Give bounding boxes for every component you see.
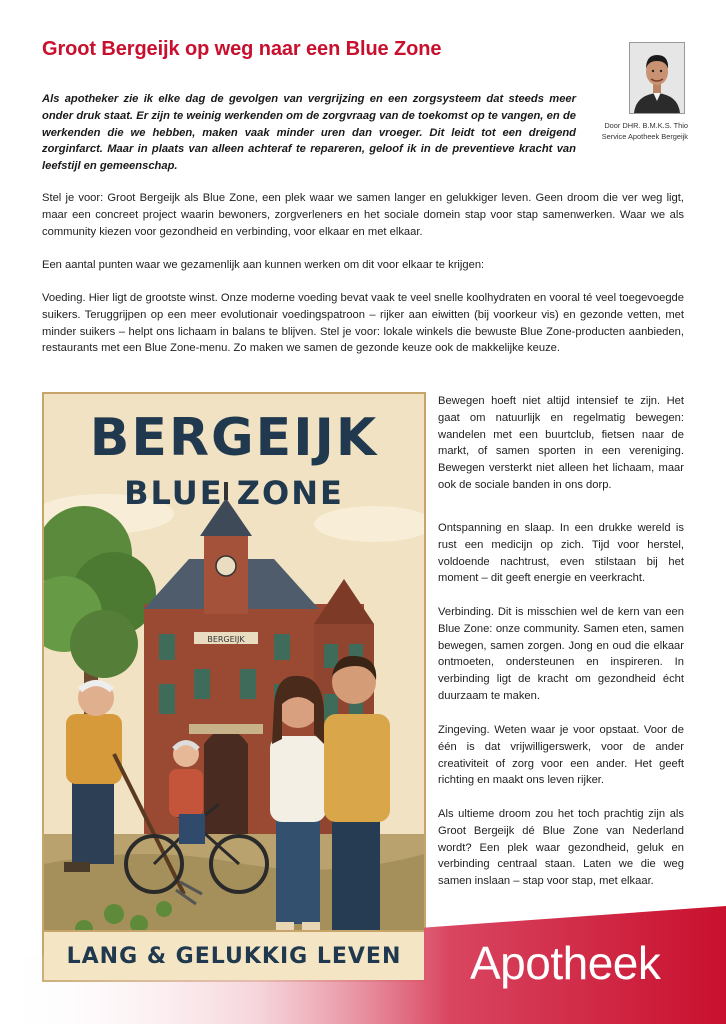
author-name: Door DHR. B.M.K.S. Thio [604, 121, 688, 130]
young-woman-illustration [270, 676, 326, 932]
body-paragraph-voeding: Voeding. Hier ligt de grootste winst. Onze moderne voeding bevat vaak te veel snelle koolhydraten en vooral té veel toegevoegde suikers. Teruggrijpen op een meer evolutionair voedingspatroon – rijker aan eiwitten (bij voorkeur vis) en gezonde vetten, met minder suikers – helpt ons lichaam in balans te blijven. Stel je voor: lokale winkels die bewuste Blue Zone-producten aanbieden, restaurants met een Blue Zone-menu. Zo maken we samen de gezonde keuze ook de makkelijke keuze. [42, 292, 684, 355]
column-paragraph-bewegen: Bewegen hoeft niet altijd intensief te zijn. Het gaat om natuurlijk en regelmatig bewegen: wandelen met een buurtclub, fietsen naar de markt, of samen sporten in een vereniging. Bewegen versterkt niet alleen het lichaam, maar ook de sociale banden in ons dorp. [438, 395, 684, 491]
column-paragraph-droom: Als ultieme droom zou het toch prachtig zijn als Groot Bergeijk dé Blue Zone van Nederland wordt? Een plek waar gezondheid, geluk en verbinding centraal staan. Laten we die weg samen inslaan – stap voor stap, met elkaar. [438, 808, 684, 888]
poster-tagline: LANG & GELUKKIG LEVEN [44, 930, 424, 980]
poster-title-blue-zone: BLUE ZONE [124, 474, 344, 512]
apotheek-logo-text: Apotheek [470, 937, 661, 989]
author-photo [629, 42, 685, 114]
body-paragraph-1: Stel je voor: Groot Bergeijk als Blue Zone, een plek waar we samen langer en gelukkiger leven. Geen droom die ver weg ligt, maar een concreet project waarin bewoners, zorgverleners en het sociale domein stap voor stap samenwerken. Waar we als community kiezen voor gezondheid en verbinding, voor elkaar en met elkaar. [42, 192, 684, 238]
intro-paragraph: Als apotheker zie ik elke dag de gevolgen van vergrijzing en een zorgsysteem dat steeds meer onder druk staat. Er zijn te weinig werkenden om de zorgvraag van de toekomst op te vangen, en de werkenden die we hebben, maken vaak minder uren dan vroeger. Dit leidt tot een dreigend zorginfarct. Maar in plaats van alleen achteraf te repareren, geloof ik in de preventieve kracht van leefstijl en gemeenschap. [42, 93, 576, 173]
column-paragraph-ontspanning: Ontspanning en slaap. In een drukke wereld is rust een medicijn op zich. Tijd voor herstel, voldoende nachtrust, even stilstaan bij het moment – dit geeft energie en veerkracht. [438, 522, 684, 585]
blue-zone-poster [42, 392, 426, 982]
article-title: Groot Bergeijk op weg naar een Blue Zone [42, 38, 442, 60]
column-paragraph-verbinding: Verbinding. Dit is misschien wel de kern van een Blue Zone: onze community. Samen eten, samen bewegen, samen zorgen. Jong en oud die elkaar ontmoeten, ondersteunen en inspireren. In verbinding ligt de kracht om gezondheid écht duurzaam te maken. [438, 606, 684, 702]
author-portrait-image [630, 43, 684, 113]
poster-title-bergeijk: BERGEIJK [89, 408, 379, 468]
author-affiliation: Service Apotheek Bergeijk [601, 132, 688, 141]
column-paragraph-zingeving: Zingeving. Weten waar je voor opstaat. Voor de één is dat vrijwilligerswerk, voor de ander creativiteit of zorg voor een ander. Het geeft richting en maakt ons leven rijker. [438, 724, 684, 787]
author-byline [578, 120, 688, 142]
body-paragraph-2: Een aantal punten waar we gezamenlijk aan kunnen werken om dit voor elkaar te krijgen: [42, 259, 485, 271]
building-sign: BERGEIJK [207, 635, 245, 644]
